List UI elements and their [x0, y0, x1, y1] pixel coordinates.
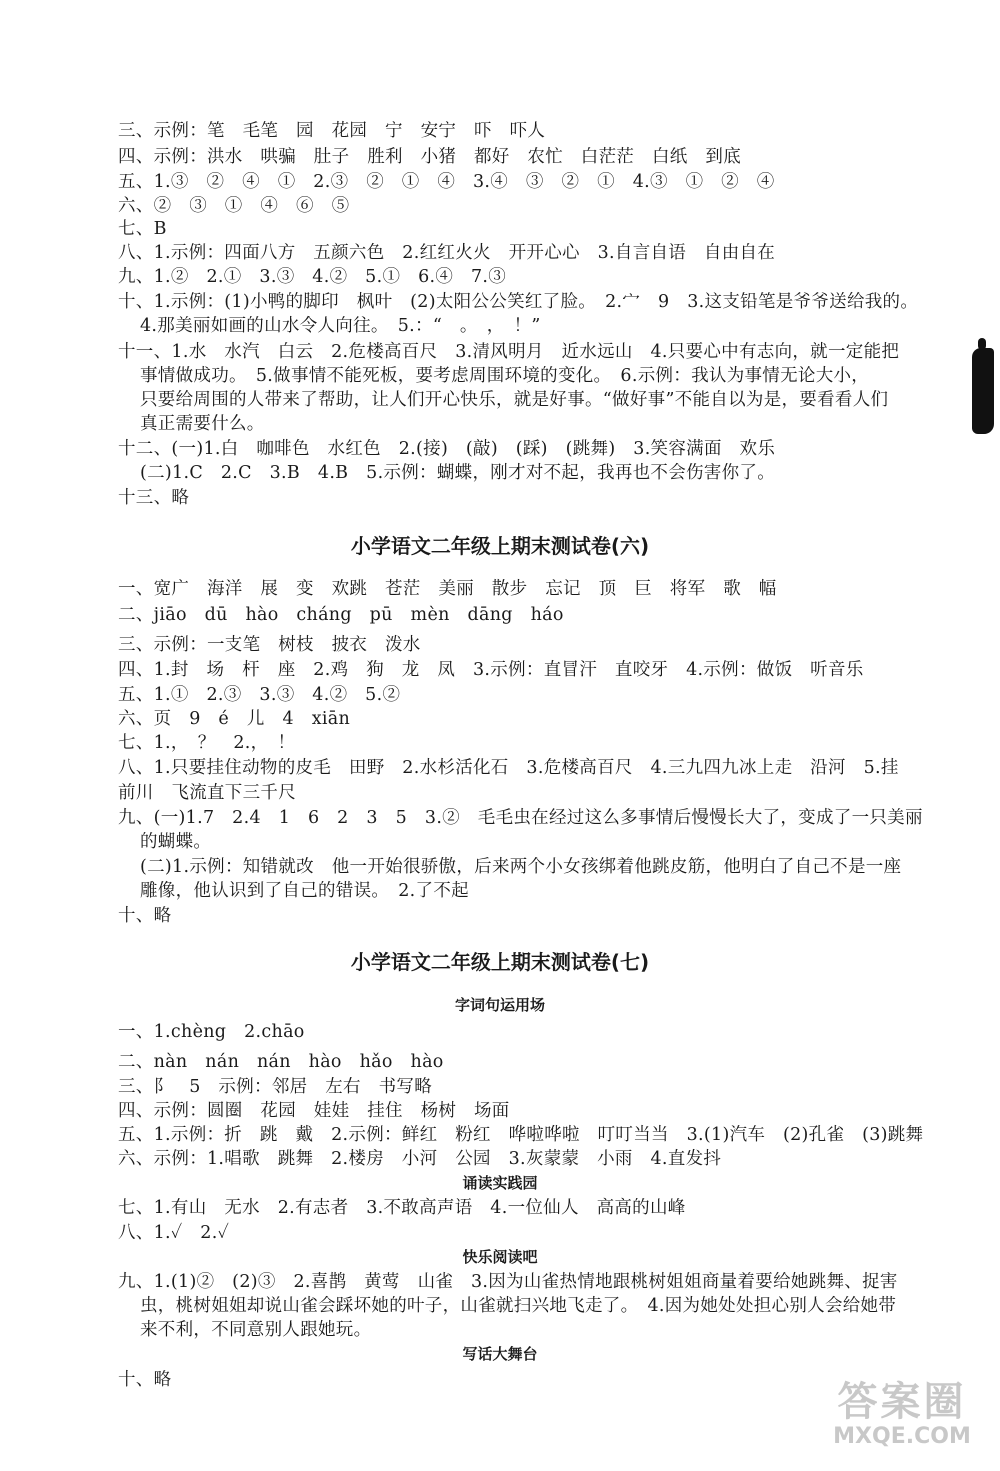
answer-line: 九、1.(1)② (2)③ 2.喜鹊 黄莺 山雀 3.因为山雀热情地跟桃树姐姐商量着要给她跳舞、捉害 [118, 1272, 898, 1292]
subsection-title: 写话大舞台 [462, 1345, 538, 1363]
answer-line: 二、nàn nán nán hào hǎo hào [118, 1052, 444, 1072]
ink-smudge [972, 348, 994, 434]
answer-line: 十三、略 [118, 488, 190, 508]
answer-line: 七、1.， ？ 2.， ！ [118, 733, 296, 753]
answer-line: 事情做成功。 5.做事情不能死板，要考虑周围环境的变化。 6.示例：我认为事情无论大小， [140, 366, 870, 386]
answer-line: (二)1.示例：知错就改 他一开始很骄傲，后来两个小女孩绑着他跳皮筋，他明白了自己不是一座 [140, 857, 902, 877]
answer-line: 六、页 9 é 儿 4 xiān [118, 709, 351, 729]
answer-line: 十、略 [118, 906, 172, 926]
answer-line: 的蝴蝶。 [140, 832, 212, 852]
answer-line: 十、1.示例：(1)小鸭的脚印 枫叶 (2)太阳公公笑红了脸。 2.宀 9 3.这支铅笔是爷爷送给我的。 [118, 292, 919, 312]
section-title: 小学语文二年级上期末测试卷(六) [350, 534, 650, 558]
answer-line: 4.那美丽如画的山水令人向往。 5.：“ 。 ， ！” [140, 316, 541, 336]
section-title: 小学语文二年级上期末测试卷(七) [350, 950, 650, 974]
subsection-title: 诵读实践园 [462, 1174, 538, 1192]
answer-line: 三、示例：笔 毛笔 园 花园 宁 安宁 吓 吓人 [118, 121, 546, 141]
answer-line: 来不利，不同意别人跟她玩。 [140, 1320, 372, 1340]
watermark [812, 1380, 992, 1460]
answer-line: 五、1.① 2.③ 3.③ 4.② 5.② [118, 685, 401, 705]
answer-line: 四、1.封 场 杆 座 2.鸡 狗 龙 凤 3.示例：直冒汗 直咬牙 4.示例：做饭 听音乐 [118, 660, 864, 680]
answer-line: 三、阝 5 示例：邻居 左右 书写略 [118, 1077, 433, 1097]
answer-line: 五、1.③ ② ④ ① 2.③ ② ① ④ 3.④ ③ ② ① 4.③ ① ② ④ [118, 172, 775, 192]
watermark-url: MXQE.COM [833, 1424, 971, 1449]
answer-line: (二)1.C 2.C 3.B 4.B 5.示例：蝴蝶，刚才对不起，我再也不会伤害你了。 [140, 463, 776, 483]
answer-line: 一、1.chèng 2.chāo [118, 1022, 305, 1042]
answer-line: 前川 飞流直下三千尺 [118, 783, 296, 803]
answer-line: 十一、1.水 水汽 白云 2.危楼高百尺 3.清风明月 近水远山 4.只要心中有志向，就一定能把 [118, 342, 900, 362]
answer-line: 八、1.✓ 2.✓ [118, 1223, 230, 1243]
answer-line: 六、② ③ ① ④ ⑥ ⑤ [118, 196, 350, 216]
answer-line: 一、宽广 海洋 展 变 欢跳 苍茫 美丽 散步 忘记 顶 巨 将军 歌 幅 [118, 579, 777, 599]
answer-line: 二、jiāo dū hào cháng pū mèn dāng háo [118, 605, 564, 625]
answer-line: 虫，桃树姐姐却说山雀会踩坏她的叶子，山雀就扫兴地飞走了。 4.因为她处处担心别人会给她带 [140, 1296, 897, 1316]
answer-line: 八、1.只要挂住动物的皮毛 田野 2.水杉活化石 3.危楼高百尺 4.三九四九冰上走 沿河 5.挂 [118, 758, 899, 778]
answer-line: 七、1.有山 无水 2.有志者 3.不敢高声语 4.一位仙人 高高的山峰 [118, 1198, 686, 1218]
answer-line: 五、1.示例：折 跳 戴 2.示例：鲜红 粉红 哗啦哗啦 叮叮当当 3.(1)汽车 (2)孔雀 (3)跳舞 [118, 1125, 924, 1145]
answer-line: 九、(一)1.7 2.4 1 6 2 3 5 3.② 毛毛虫在经过这么多事情后慢慢长大了，变成了一只美丽 [118, 808, 923, 828]
answer-line: 十二、(一)1.白 咖啡色 水红色 2.(接) (敲) (踩) (跳舞) 3.笑容满面 欢乐 [118, 439, 776, 459]
answer-line: 三、示例：一支笔 树枝 披衣 泼水 [118, 635, 421, 655]
answer-line: 雕像，他认识到了自己的错误。 2.了不起 [140, 881, 469, 901]
subsection-title: 快乐阅读吧 [462, 1248, 538, 1266]
answer-line: 九、1.② 2.① 3.③ 4.② 5.① 6.④ 7.③ [118, 267, 507, 287]
answer-line: 四、示例：圆圈 花园 娃娃 挂住 杨树 场面 [118, 1101, 510, 1121]
answer-line: 六、示例：1.唱歌 跳舞 2.楼房 小河 公园 3.灰蒙蒙 小雨 4.直发抖 [118, 1149, 722, 1169]
answer-line: 四、示例：洪水 哄骗 肚子 胜利 小猪 都好 农忙 白茫茫 白纸 到底 [118, 147, 741, 167]
answer-line: 十、略 [118, 1370, 172, 1390]
answer-line: 七、B [118, 219, 167, 239]
answer-line: 真正需要什么。 [140, 414, 265, 434]
answer-line: 八、1.示例：四面八方 五颜六色 2.红红火火 开开心心 3.自言自语 自由自在 [118, 243, 776, 263]
watermark-logo: 答案圈 [837, 1379, 967, 1425]
subsection-title: 字词句运用场 [454, 996, 545, 1014]
answer-line: 只要给周围的人带来了帮助，让人们开心快乐，就是好事。“做好事”不能自以为是，要看看人们 [140, 390, 889, 410]
